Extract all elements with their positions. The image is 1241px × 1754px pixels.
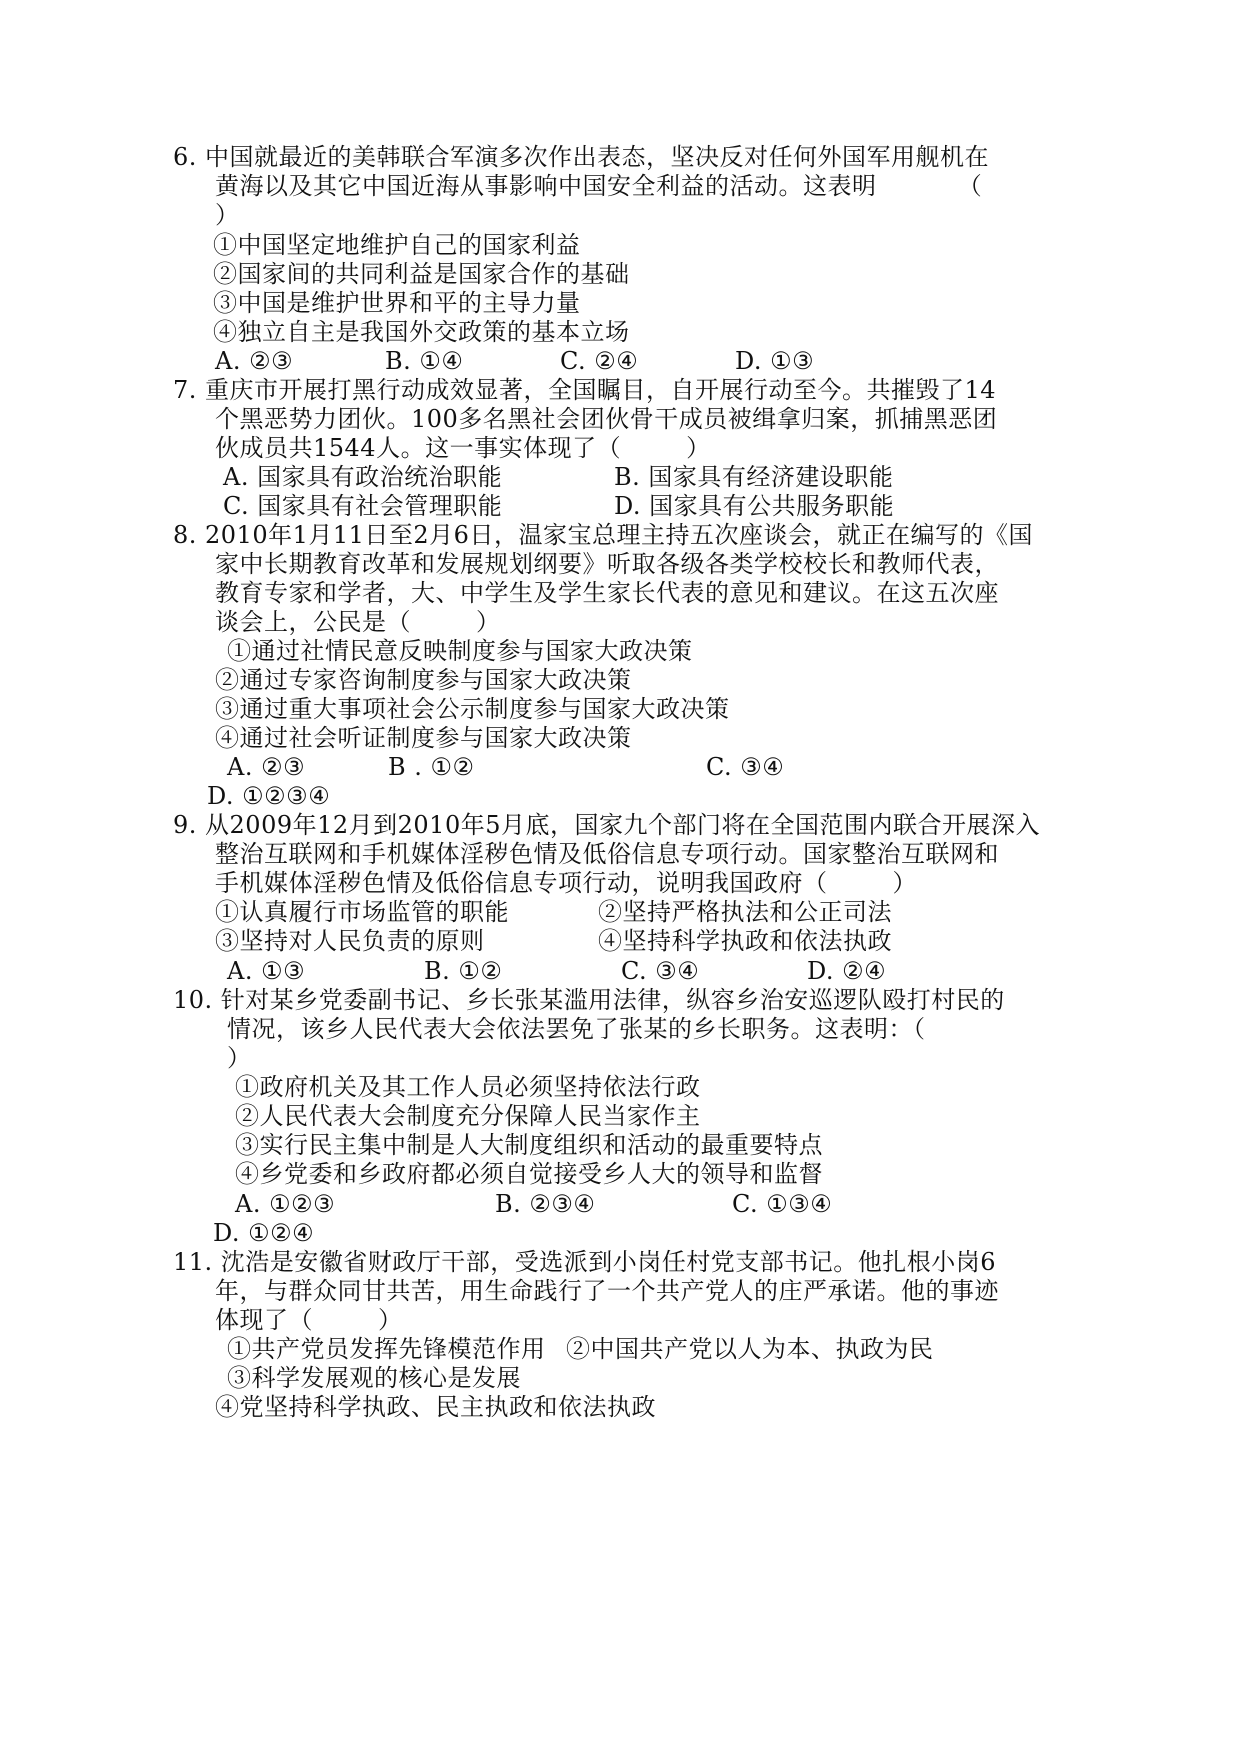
answer-choice-c: C. ②④: [560, 347, 639, 375]
answer-choice-b: B . ①②: [388, 753, 475, 781]
question-stem-line: 6. 中国就最近的美韩联合军演多次作出表态，坚决反对任何外国军用舰机在: [173, 143, 990, 171]
answer-choice-c: C. ③④: [706, 753, 785, 781]
statement-option: ②中国共产党以人为本、执政为民: [566, 1335, 934, 1363]
question-stem-line: 家中长期教育改革和发展规划纲要》听取各级各类学校校长和教师代表，: [215, 550, 999, 578]
answer-choice-d: D. ①②④: [213, 1219, 315, 1247]
answer-choice-d: D. ①②③④: [207, 782, 331, 810]
answer-choice-d: D. 国家具有公共服务职能: [614, 492, 895, 520]
answer-choice-c: C. ①③④: [732, 1190, 833, 1218]
question-stem-line: 7. 重庆市开展打黑行动成效显著，全国瞩目，自开展行动至今。共摧毁了14: [173, 376, 997, 404]
answer-choice-b: B. ①④: [385, 347, 464, 375]
statement-option: ②坚持严格执法和公正司法: [598, 898, 892, 926]
question-stem-line: 伙成员共1544人。这一事实体现了（ ）: [215, 434, 711, 462]
statement-option: ②通过专家咨询制度参与国家大政决策: [215, 666, 632, 694]
question-stem-line: 8. 2010年1月11日至2月6日，温家宝总理主持五次座谈会，就正在编写的《国: [173, 521, 1033, 549]
answer-choice-b: B. 国家具有经济建设职能: [614, 463, 894, 491]
statement-option: ①通过社情民意反映制度参与国家大政决策: [227, 637, 693, 665]
statement-option: ③坚持对人民负责的原则: [215, 927, 485, 955]
statement-option: ①中国坚定地维护自己的国家利益: [213, 231, 581, 259]
answer-choice-c: C. 国家具有社会管理职能: [223, 492, 503, 520]
answer-choice-a: A. ②③: [227, 753, 306, 781]
answer-choice-a: A. 国家具有政治统治职能: [223, 463, 503, 491]
question-stem-line: 体现了（ ）: [215, 1306, 403, 1334]
question-stem-line: 教育专家和学者，大、中学生及学生家长代表的意见和建议。在这五次座: [215, 579, 999, 607]
statement-option: ①认真履行市场监管的职能: [215, 898, 509, 926]
answer-choice-a: A. ①②③: [235, 1190, 336, 1218]
statement-option: ②人民代表大会制度充分保障人民当家作主: [235, 1102, 701, 1130]
question-stem-line: 情况，该乡人民代表大会依法罢免了张某的乡长职务。这表明：（: [227, 1015, 926, 1043]
answer-choice-d: D. ②④: [807, 957, 887, 985]
statement-option: ④通过社会听证制度参与国家大政决策: [215, 724, 632, 752]
question-stem-line: 年，与群众同甘共苦，用生命践行了一个共产党人的庄严承诺。他的事迹: [215, 1277, 999, 1305]
answer-choice-a: A. ②③: [215, 347, 294, 375]
statement-option: ④坚持科学执政和依法执政: [598, 927, 892, 955]
statement-option: ①政府机关及其工作人员必须坚持依法行政: [235, 1073, 701, 1101]
statement-option: ③中国是维护世界和平的主导力量: [213, 289, 581, 317]
question-stem-line: ）: [227, 1044, 252, 1072]
question-stem-line: 9. 从2009年12月到2010年5月底，国家九个部门将在全国范围内联合开展深入: [173, 811, 1040, 839]
question-stem-line: 黄海以及其它中国近海从事影响中国安全利益的活动。这表明 （: [215, 172, 983, 200]
question-stem-line: 谈会上，公民是（ ）: [215, 608, 501, 636]
answer-choice-b: B. ②③④: [495, 1190, 596, 1218]
question-stem-line: 11. 沈浩是安徽省财政厅干部，受选派到小岗任村党支部书记。他扎根小岗6: [173, 1248, 997, 1276]
statement-option: ④乡党委和乡政府都必须自觉接受乡人大的领导和监督: [235, 1160, 823, 1188]
answer-choice-b: B. ①②: [424, 957, 503, 985]
statement-option: ④党坚持科学执政、民主执政和依法执政: [215, 1393, 656, 1421]
question-stem-line: ）: [215, 201, 240, 229]
statement-option: ③通过重大事项社会公示制度参与国家大政决策: [215, 695, 730, 723]
answer-choice-d: D. ①③: [735, 347, 815, 375]
statement-option: ③科学发展观的核心是发展: [227, 1364, 521, 1392]
statement-option: ③实行民主集中制是人大制度组织和活动的最重要特点: [235, 1131, 823, 1159]
answer-choice-a: A. ①③: [227, 957, 306, 985]
question-stem-line: 个黑恶势力团伙。100多名黑社会团伙骨干成员被缉拿归案，抓捕黑恶团: [215, 405, 998, 433]
statement-option: ④独立自主是我国外交政策的基本立场: [213, 318, 630, 346]
question-stem-line: 10. 针对某乡党委副书记、乡长张某滥用法律，纵容乡治安巡逻队殴打村民的: [173, 986, 1005, 1014]
statement-option: ②国家间的共同利益是国家合作的基础: [213, 260, 630, 288]
answer-choice-c: C. ③④: [621, 957, 700, 985]
question-stem-line: 整治互联网和手机媒体淫秽色情及低俗信息专项行动。国家整治互联网和: [215, 840, 999, 868]
statement-option: ①共产党员发挥先锋模范作用: [227, 1335, 546, 1363]
question-stem-line: 手机媒体淫秽色情及低俗信息专项行动，说明我国政府（ ）: [215, 869, 918, 897]
